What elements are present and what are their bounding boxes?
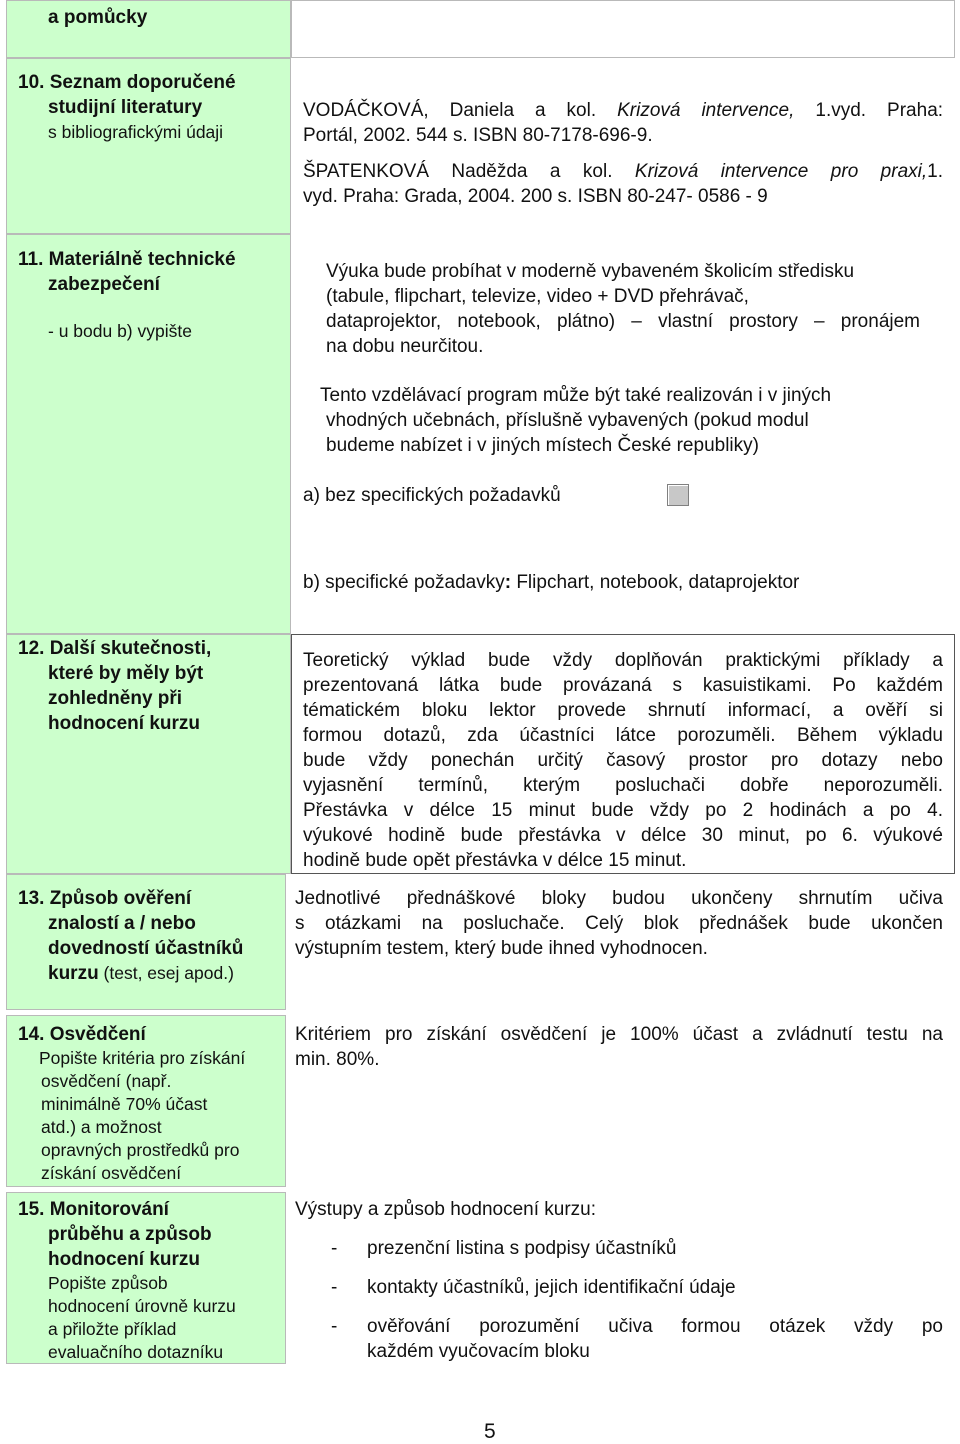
option-b-label: b) specifické požadavky xyxy=(303,572,505,593)
row15-label-line3: hodnocení kurzu xyxy=(48,1249,200,1270)
row13-text-line1: Jednotlivé přednáškové bloky budou ukončeny shrnutím učiva xyxy=(295,888,943,909)
reference-2-line2: vyd. Praha: Grada, 2004. 200 s. ISBN 80-247- 0586 - 9 xyxy=(303,186,768,207)
row14-text-line2: min. 80%. xyxy=(295,1049,380,1070)
row15-label-line6: a přiložte příklad xyxy=(48,1319,177,1339)
row10-label-line2: studijní literatury xyxy=(48,97,203,118)
row12-text-line2: prezentovaná látka bude provázaná s kasuistikami. Po každém xyxy=(303,675,943,696)
row12-label-line1: 12. Další skutečnosti, xyxy=(18,638,212,659)
row11-label-line1: 11. Materiálně technické xyxy=(18,249,236,270)
option-b-value: Flipchart, notebook, dataprojektor xyxy=(511,572,800,593)
row15-label-line4: Popište způsob xyxy=(48,1273,168,1293)
reference-1-title: Krizová intervence, xyxy=(617,100,795,121)
row12-text-line8: výukové hodině bude přestávka v délce 30 minut, po 6. výukové xyxy=(303,825,943,846)
row13-label-line4 xyxy=(48,961,234,986)
row12-label-line3: zohledněny při xyxy=(48,688,183,709)
row14-text-line1: Kritériem pro získání osvědčení je 100% účast a zvládnutí testu na xyxy=(295,1024,943,1045)
row14-label-line4: atd.) a možnost xyxy=(41,1117,162,1137)
row11-para2-line3: budeme nabízet i v jiných místech České republiky) xyxy=(326,435,759,456)
reference-1-line1 xyxy=(303,98,943,123)
row13-label-line1: 13. Způsob ověření xyxy=(18,888,192,909)
reference-2-title: Krizová intervence pro praxi, xyxy=(634,161,928,182)
row15-intro: Výstupy a způsob hodnocení kurzu: xyxy=(295,1199,597,1220)
row12-text-line6: vyjasnění termínů, kterým posluchači dobře neporozuměli. xyxy=(303,775,943,796)
row14-label-line1: Popište kritéria pro získání xyxy=(39,1048,246,1068)
option-a-checkbox[interactable] xyxy=(667,484,689,506)
row13-label-note: (test, esej apod.) xyxy=(98,963,234,983)
row15-label-line5: hodnocení úrovně kurzu xyxy=(48,1296,236,1316)
option-b-line xyxy=(303,570,799,595)
row14-label-line3: minimálně 70% účast xyxy=(41,1094,208,1114)
row14-label-title: 14. Osvědčení xyxy=(18,1024,146,1045)
row15-label-line2: průběhu a způsob xyxy=(48,1224,212,1245)
reference-1-authors: VODÁČKOVÁ, Daniela a kol. xyxy=(303,100,597,121)
row12-text-line7: Přestávka v délce 15 minut bude vždy po 2 hodinách a po 4. xyxy=(303,800,943,821)
bullet-item-1: prezenční listina s podpisy účastníků xyxy=(367,1238,677,1259)
row13-label-line3: dovedností účastníků xyxy=(48,938,244,959)
row12-text-line5: bude vždy ponechán určitý časový prostor pro dotazy nebo xyxy=(303,750,943,771)
row15-label-line7: evaluačního dotazníku xyxy=(48,1342,224,1362)
reference-2-edition: 1. xyxy=(927,161,944,182)
row12-label-line4: hodnocení kurzu xyxy=(48,713,200,734)
row9-label: a pomůcky xyxy=(48,7,148,28)
row15-label-line1: 15. Monitorování xyxy=(18,1199,169,1220)
option-a-label: a) bez specifických požadavků xyxy=(303,485,561,506)
row10-label-line1: 10. Seznam doporučené xyxy=(18,72,236,93)
row11-label-note: - u bodu b) vypište xyxy=(48,321,192,341)
row14-label-line2: osvědčení (např. xyxy=(41,1071,172,1091)
reference-1-publisher: 1.vyd. Praha: xyxy=(815,100,944,121)
bullet-dash-1: - xyxy=(331,1238,338,1259)
bullet-item-2: kontakty účastníků, jejich identifikační údaje xyxy=(367,1277,736,1298)
row12-text-line4: formou dotazů, zda účastníci látce porozuměli. Během výkladu xyxy=(303,725,943,746)
row14-label-line5: opravných prostředků pro xyxy=(41,1140,240,1160)
bullet-dash-3: - xyxy=(331,1316,338,1337)
row14-label-line6: získání osvědčení xyxy=(41,1163,182,1183)
row11-para1-line3: dataprojektor, notebook, plátno) – vlastní prostory – pronájem xyxy=(326,311,920,332)
row10-label-line3: s bibliografickými údaji xyxy=(48,122,224,142)
bullet-item-3-cont: každém vyučovacím bloku xyxy=(367,1341,590,1362)
row13-text-line2: s otázkami na posluchače. Celý blok přednášek bude ukončen xyxy=(295,913,943,934)
page-number: 5 xyxy=(484,1420,496,1443)
row11-label-line2: zabezpečení xyxy=(48,274,160,295)
row12-text-line1: Teoretický výklad bude vždy doplňován praktickými příklady a xyxy=(303,650,943,671)
reference-2-line1 xyxy=(303,159,943,184)
row11-para1-line1: Výuka bude probíhat v moderně vybaveném školicím středisku xyxy=(326,261,855,282)
row11-para2-line1: Tento vzdělávací program může být také realizován i v jiných xyxy=(320,385,832,406)
row12-text-line3: tématickém bloku lektor provede shrnutí informací, a ověří si xyxy=(303,700,943,721)
row12-text-line9: hodině bude opět přestávka v délce 15 minut. xyxy=(303,850,687,871)
reference-2-authors: ŠPATENKOVÁ Naděžda a kol. xyxy=(303,161,613,182)
row11-para1-line2: (tabule, flipchart, televize, video + DVD přehrávač, xyxy=(326,286,749,307)
row11-para2-line2: vhodných učebnách, příslušně vybavených (pokud modul xyxy=(326,410,809,431)
option-b-colon: : xyxy=(504,572,512,593)
row13-label-kurzu: kurzu xyxy=(48,963,99,984)
row11-para1-line4: na dobu neurčitou. xyxy=(326,336,484,357)
bullet-dash-2: - xyxy=(331,1277,338,1298)
row13-label-line2: znalostí a / nebo xyxy=(48,913,196,934)
bullet-item-3: ověřování porozumění učiva formou otázek vždy po xyxy=(367,1316,943,1337)
row13-text-line3: výstupním testem, který bude ihned vyhodnocen. xyxy=(295,938,708,959)
row12-label-line2: které by měly být xyxy=(48,663,204,684)
reference-1-line2: Portál, 2002. 544 s. ISBN 80-7178-696-9. xyxy=(303,125,653,146)
row9-content-cell xyxy=(291,0,955,58)
